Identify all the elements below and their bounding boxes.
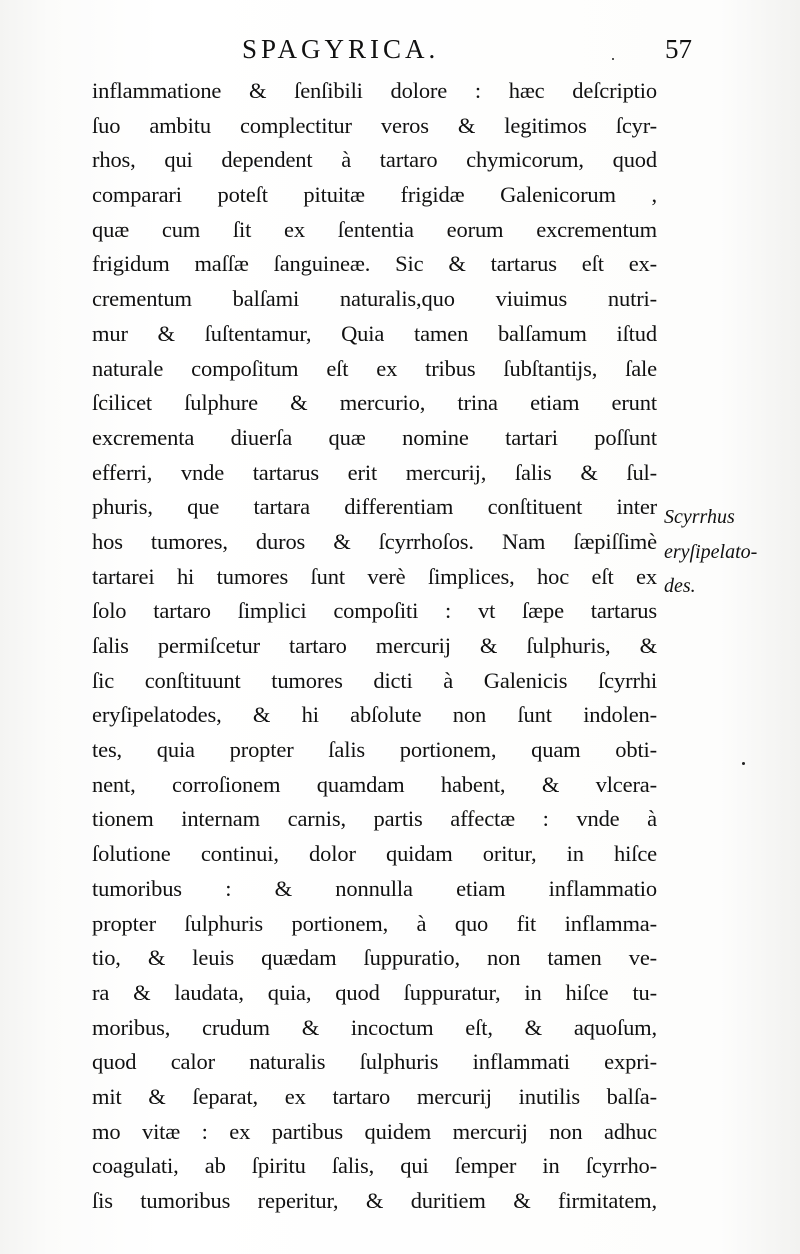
text-line: ra & laudata, quia, quod ſuppuratur, in hiſce tu- xyxy=(92,979,657,1005)
text-line: rhos, qui dependent à tartaro chymicorum, quod xyxy=(92,147,657,173)
text-line: quod calor naturalis ſulphuris inflammati expri- xyxy=(92,1049,657,1075)
text-line: frigidum maſſæ ſanguineæ. Sic & tartarus eſt ex- xyxy=(92,251,657,277)
marginal-note-line: eryſipelato- xyxy=(664,540,758,563)
text-line: mur & ſuſtentamur, Quia tamen balſamum iſtud xyxy=(92,320,657,346)
text-line: comparari poteſt pituitæ frigidæ Galenicorum , xyxy=(92,182,657,208)
text-line: efferri, vnde tartarus erit mercurij, ſalis & ſul- xyxy=(92,459,657,485)
running-title: SPAGYRICA. xyxy=(242,34,440,64)
marginal-note-line: des. xyxy=(664,575,696,598)
text-line: propter ſulphuris portionem, à quo fit inflamma- xyxy=(92,910,657,936)
ink-speck xyxy=(612,58,614,60)
text-line: crementum balſami naturalis,quo viuimus nutri- xyxy=(92,286,657,312)
marginal-note xyxy=(664,500,800,604)
text-line: nent, corroſionem quamdam habent, & vlcera- xyxy=(92,771,657,797)
text-line: moribus, crudum & incoctum eſt, & aquoſum, xyxy=(92,1014,657,1040)
text-line: ſcilicet ſulphure & mercurio, trina etiam erunt xyxy=(92,390,657,416)
ink-speck xyxy=(742,762,745,765)
text-line: tionem internam carnis, partis affectæ : vnde à xyxy=(92,806,657,832)
text-line: ſalis permiſcetur tartaro mercurij & ſulphuris, & xyxy=(92,633,657,658)
text-line: naturale compoſitum eſt ex tribus ſubſtantijs, ſale xyxy=(92,355,657,381)
text-line: coagulati, ab ſpiritu ſalis, qui ſemper in ſcyrrho- xyxy=(92,1153,657,1179)
text-line: eryſipelatodes, & hi abſolute non ſunt indolen- xyxy=(92,702,657,728)
body-text xyxy=(92,74,657,1219)
text-line: tumoribus : & nonnulla etiam inflammatio xyxy=(92,875,657,901)
running-head xyxy=(92,34,692,74)
page-number: 57 xyxy=(665,34,692,64)
text-line: tes, quia propter ſalis portionem, quam obti- xyxy=(92,737,657,763)
text-line: tio, & leuis quædam ſuppuratio, non tamen ve- xyxy=(92,945,657,971)
text-line: ſolutione continui, dolor quidam oritur, in hiſce xyxy=(92,841,657,867)
text-line: mit & ſeparat, ex tartaro mercurij inutilis balſa- xyxy=(92,1083,657,1109)
text-line: quæ cum ſit ex ſententia eorum excrementum xyxy=(92,216,657,242)
text-line: phuris, que tartara differentiam conſtituent inter xyxy=(92,494,657,520)
marginal-note-line: Scyrrhus xyxy=(664,506,735,528)
text-line: excrementa diuerſa quæ nomine tartari poſſunt xyxy=(92,424,657,450)
text-line: tartarei hi tumores ſunt verè ſimplices, hoc eſt ex xyxy=(92,563,657,589)
text-line: ſuo ambitu complectitur veros & legitimos ſcyr- xyxy=(92,112,657,138)
text-line: ſolo tartaro ſimplici compoſiti : vt ſæpe tartarus xyxy=(92,598,657,624)
text-line: hos tumores, duros & ſcyrrhoſos. Nam ſæpiſſimè xyxy=(92,528,657,554)
text-line: mo vitæ : ex partibus quidem mercurij non adhuc xyxy=(92,1118,657,1144)
text-line: ſis tumoribus reperitur, & duritiem & firmitatem, xyxy=(92,1188,657,1213)
text-line: ſic conſtituunt tumores dicti à Galenicis ſcyrrhi xyxy=(92,667,657,693)
text-line: inflammatione & ſenſibili dolore : hæc deſcriptio xyxy=(92,78,657,103)
